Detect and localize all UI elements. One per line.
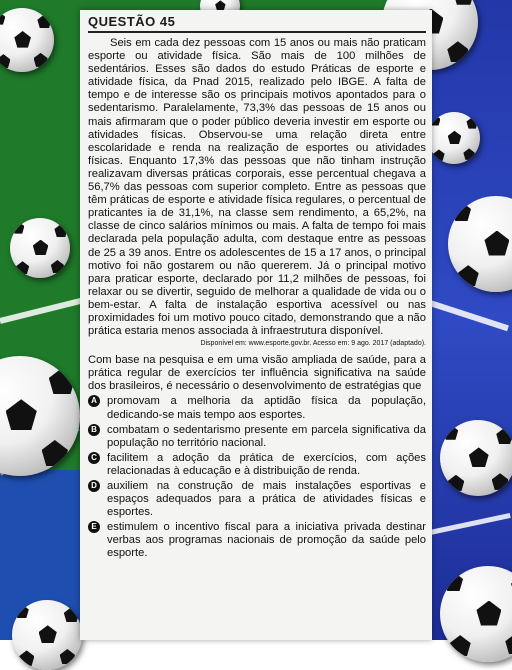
option-a[interactable] — [88, 395, 426, 421]
option-d[interactable] — [88, 480, 426, 519]
question-title: QUESTÃO 45 — [88, 14, 176, 29]
soccer-ball-icon — [440, 566, 512, 662]
option-text: auxiliem na construção de mais instalações esportivas e espaços adequados para a prática de atividades físicas e esportes. — [107, 480, 426, 519]
soccer-ball-icon — [12, 600, 82, 670]
option-letter: E — [88, 521, 100, 533]
soccer-ball-icon — [428, 112, 480, 164]
option-c[interactable] — [88, 452, 426, 478]
option-letter: C — [88, 452, 100, 464]
option-text: facilitem a adoção da prática de exercícios, com ações relacionadas à educação e à distribuição de renda. — [107, 451, 426, 477]
option-b[interactable] — [88, 424, 426, 450]
option-letter: A — [88, 395, 100, 407]
option-text: combatam o sedentarismo presente em parcela significativa da população no território nacional. — [107, 423, 426, 449]
soccer-ball-icon — [0, 8, 54, 72]
question-body — [88, 37, 426, 561]
option-text: promovam a melhoria da aptidão física da população, dedicando-se mais tempo aos esportes. — [107, 395, 426, 421]
soccer-ball-icon — [10, 218, 70, 278]
title-divider — [88, 31, 426, 33]
source-citation: Disponível em: www.esporte.gov.br. Acesso em: 9 ago. 2017 (adaptado). — [200, 340, 426, 348]
option-letter: D — [88, 480, 100, 492]
passage-text: Seis em cada dez pessoas com 15 anos ou mais não praticam esporte ou atividade física. São mais de 100 milhões de sedentários. Esses são dados do estudo Práticas de esporte e atividade física, da Pnad 2015, realizado pelo IBGE. A falta de tempo e de interesse são os principais motivos apontados para o sedentarismo. Paralelamente, 73,3% das pessoas de 15 anos ou mais afirmaram que o poder público deveria investir em esporte ou atividades físicas. Observou-se uma relação direta entre escolaridade e renda na realização de esportes ou atividades físicas. Enquanto 17,3% das pessoas que não tinham instrução realizavam diversas práticas corporais, esse percentual chegava a 56,7% das pessoas com superior completo. Entre as pessoas que têm práticas de esporte e atividade física regulares, o percentual de praticantes ia de 31,1%, na classe sem rendimento, a 65,2%, na classe de cinco salários mínimos ou mais. A falta de tempo foi mais declarada pela população adulta, com destaque entre as pessoas de 25 a 39 anos. Entre os adolescentes de 15 a 17 anos, o principal motivo foi não gostarem ou não quererem. Já o principal motivo para praticar esporte, declarado por 11,2 milhões de pessoas, foi relaxar ou se divertir, seguido de melhorar a qualidade de vida ou o bem-estar. A falta de instalação esportiva acessível ou nas proximidades foi um motivo pouco citado, demonstrando que a não prática estaria menos associada à infraestrutura disponível. — [88, 37, 426, 338]
question-stem: Com base na pesquisa e em uma visão ampliada de saúde, para a prática regular de exercícios ter influência significativa na saúde dos brasileiros, é necessário o desenvolvimento de estratégias que — [88, 354, 426, 393]
option-e[interactable] — [88, 521, 426, 560]
option-text: estimulem o incentivo fiscal para a iniciativa privada destinar verbas aos programas nacionais de promoção da saúde pelo esporte. — [107, 521, 426, 560]
soccer-ball-icon — [440, 420, 512, 496]
option-letter: B — [88, 424, 100, 436]
